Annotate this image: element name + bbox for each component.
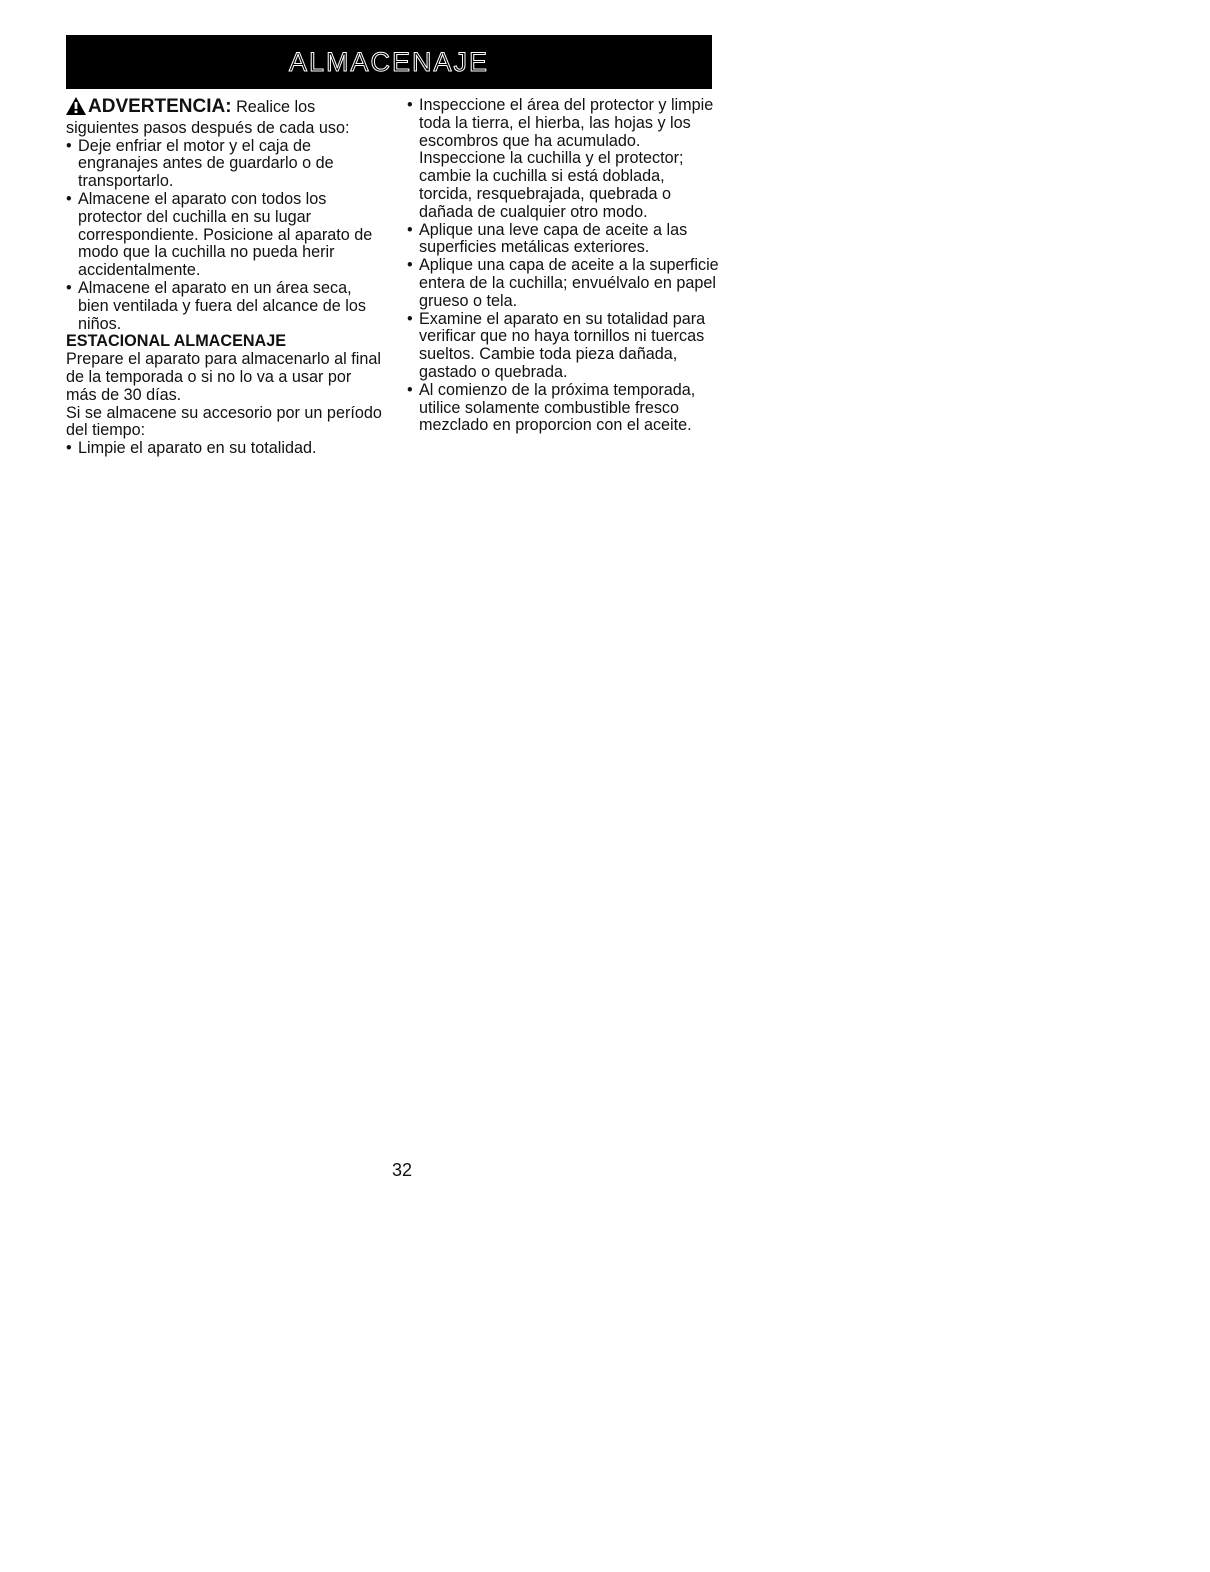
seasonal-steps-list-continued (407, 97, 722, 435)
seasonal-steps-list (66, 440, 386, 458)
seasonal-intro-paragraph: Prepare el aparato para almacenarlo al final de la temporada o si no lo va a usar por más de 30 días. (66, 350, 381, 404)
seasonal-period-paragraph: Si se almacene su accesorio por un período del tiempo: (66, 403, 382, 440)
warning-text: Realice los siguientes pasos después de cada uso: (66, 98, 350, 137)
list-item: • Almacene el aparato en un área seca, bien ventilada y fuera del alcance de los niños. (66, 280, 386, 333)
list-item: • Inspeccione el área del protector y limpie toda la tierra, el hierba, las hojas y los escombros que ha acumulado. Inspeccione la cuchilla y el protector; cambie la cuchilla si está doblada, torcida, resquebrajada, quebrada o dañada de cualquier otro modo. (407, 97, 722, 222)
list-item: • Al comienzo de la próxima temporada, utilice solamente combustible fresco mezclado en proporcion con el aceite. (407, 382, 722, 435)
right-column (407, 97, 722, 435)
list-item: • Examine el aparato en su totalidad para verificar que no haya tornillos ni tuercas sueltos. Cambie toda pieza dañada, gastado o quebrada. (407, 311, 722, 382)
section-header-banner (66, 35, 712, 89)
warning-paragraph (66, 97, 386, 138)
warning-label: ADVERTENCIA: (88, 96, 232, 117)
warning-triangle-icon (66, 97, 86, 120)
list-item: • Deje enfriar el motor y el caja de engranajes antes de guardarlo o de transportarlo. (66, 138, 386, 191)
list-item: • Almacene el aparato con todos los protector del cuchilla en su lugar correspondiente. Posicione al aparato de modo que la cuchilla no pueda herir accidentalmente. (66, 191, 386, 280)
page-number: 32 (392, 1160, 413, 1180)
list-item: • Limpie el aparato en su totalidad. (66, 440, 386, 458)
seasonal-storage-heading: ESTACIONAL ALMACENAJE (66, 332, 287, 351)
list-item: • Aplique una capa de aceite a la superficie entera de la cuchilla; envuélvalo en papel grueso o tela. (407, 257, 722, 310)
left-column (66, 97, 386, 458)
section-title: ALMACENAJE (288, 46, 490, 77)
list-item: • Aplique una leve capa de aceite a las superficies metálicas exteriores. (407, 222, 722, 258)
after-use-steps-list (66, 138, 386, 334)
